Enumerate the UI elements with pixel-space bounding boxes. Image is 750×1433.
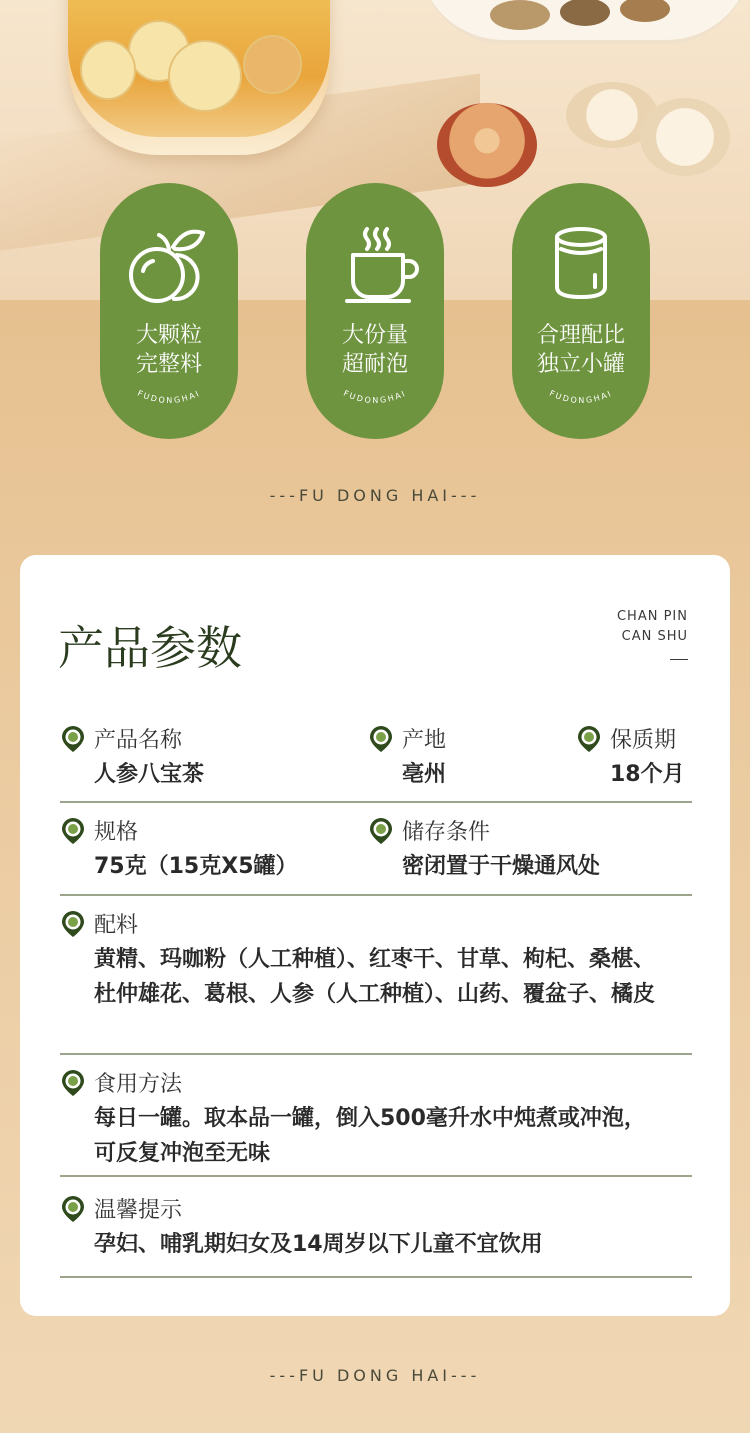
field-value: 黄精、玛咖粉（人工种植）、红枣干、甘草、枸杞、桑椹、杜仲雄花、葛根、人参（人工种植）、山药、覆盆子、橘皮 (94, 947, 656, 1007)
card-title: 产品参数 (58, 621, 242, 675)
cup-icon (325, 225, 425, 305)
card-subtitle-line1: CHAN PIN (616, 609, 688, 624)
field-usage (60, 1067, 660, 1167)
field-label: 配料 (94, 913, 139, 938)
plate-ingredient (490, 0, 550, 30)
location-pin-icon (60, 816, 86, 846)
field-origin (368, 723, 548, 793)
field-label: 保质期 (610, 728, 677, 753)
field-ingredients (60, 908, 660, 1048)
location-pin-icon (368, 816, 394, 846)
row-divider (60, 1053, 692, 1055)
field-value: 18个月 (610, 762, 685, 787)
field-spec (60, 815, 360, 885)
row-divider (60, 1175, 692, 1177)
ginger-slice (168, 40, 242, 112)
badge-arc-text (109, 373, 229, 423)
field-value: 75克（15克X5罐） (94, 854, 298, 879)
field-label: 产品名称 (94, 728, 183, 753)
card-subtitle-dash (670, 659, 688, 660)
field-value: 亳州 (402, 762, 447, 787)
row-divider (60, 1276, 692, 1278)
badge-line1: 合理配比 (536, 323, 625, 348)
ginger-slice (243, 35, 302, 94)
feature-badge-large-granules (100, 183, 238, 439)
badge-line1: 大颗粒 (135, 323, 202, 348)
badge-arc-text (315, 373, 435, 423)
location-pin-icon (60, 909, 86, 939)
jar-icon (531, 225, 631, 305)
field-tips (60, 1193, 660, 1263)
badge-line1: 大份量 (341, 323, 408, 348)
field-value: 人参八宝茶 (94, 762, 205, 787)
field-label: 产地 (402, 728, 447, 753)
svg-text:FUDONGHAI: FUDONGHAI (548, 388, 614, 406)
location-pin-icon (60, 724, 86, 754)
feature-badge-large-portion (306, 183, 444, 439)
card-subtitle (617, 607, 688, 667)
tea-glass-image (68, 0, 330, 155)
feature-badge-ratio-jar (512, 183, 650, 439)
badge-arc-text (521, 373, 641, 423)
jujube-slice-image (437, 103, 537, 187)
badge-line2: 完整料 (135, 352, 202, 377)
field-storage (368, 815, 668, 885)
plate-image (420, 0, 750, 44)
card-subtitle-line2: CAN SHU (621, 629, 688, 644)
field-value: 孕妇、哺乳期妇女及14周岁以下儿童不宜饮用 (94, 1232, 543, 1257)
brand-divider-bottom: ---FU DONG HAI--- (269, 1366, 481, 1385)
field-label: 食用方法 (94, 1072, 183, 1097)
field-shelf-life (576, 723, 706, 793)
product-params-card (20, 555, 730, 1316)
badge-line2: 超耐泡 (341, 352, 408, 377)
ginseng-slice-image (640, 98, 730, 176)
svg-text:FUDONGHAI: FUDONGHAI (342, 388, 408, 406)
plate-ingredient (560, 0, 610, 26)
brand-divider-top: ---FU DONG HAI--- (269, 486, 481, 505)
badge-line2: 独立小罐 (536, 352, 625, 377)
location-pin-icon (576, 724, 602, 754)
location-pin-icon (60, 1068, 86, 1098)
location-pin-icon (60, 1194, 86, 1224)
field-label: 规格 (94, 820, 139, 845)
fruit-icon (119, 225, 219, 305)
field-label: 温馨提示 (94, 1198, 183, 1223)
svg-text:FUDONGHAI: FUDONGHAI (136, 388, 202, 406)
location-pin-icon (368, 724, 394, 754)
field-product-name (60, 723, 360, 793)
field-label: 储存条件 (402, 820, 491, 845)
plate-ingredient (620, 0, 670, 22)
row-divider (60, 894, 692, 896)
field-value: 每日一罐。取本品一罐，倒入500毫升水中炖煮或冲泡，可反复冲泡至无味 (94, 1106, 646, 1166)
field-value: 密闭置于干燥通风处 (402, 854, 601, 879)
row-divider (60, 801, 692, 803)
ginger-slice (80, 40, 136, 100)
